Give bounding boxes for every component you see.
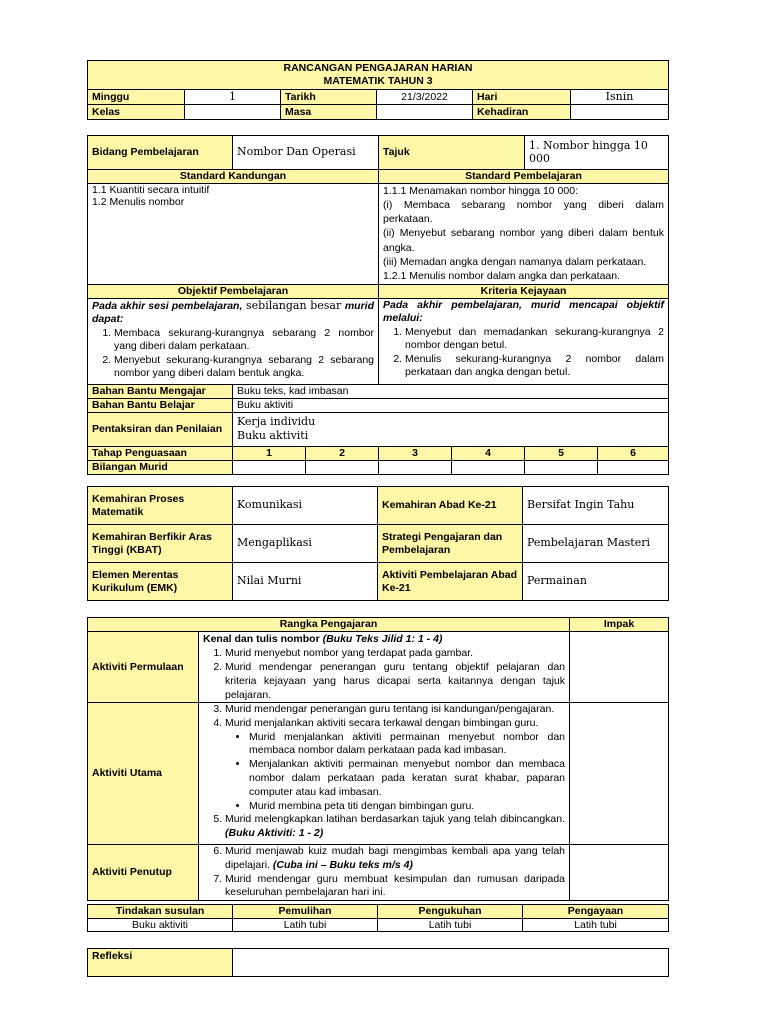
kriteria-item: 1. Menyebut dan memadankan sekurang-kurangnya 2 nombor dengan betul. bbox=[405, 326, 664, 353]
permulaan-label: Aktiviti Permulaan bbox=[88, 632, 199, 703]
kriteria-item: 2. Menulis sekurang-kurangnya 2 nombor dalam perkataan dan angka dengan betul. bbox=[405, 353, 664, 380]
strategi-label: Strategi Pengajaran dan Pembelajaran bbox=[378, 525, 523, 563]
kpm-label: Kemahiran Proses Matematik bbox=[88, 487, 233, 525]
tahap-label: Tahap Penguasaan bbox=[88, 446, 233, 460]
activity-bullet: • Menjalankan aktiviti permainan menyebut nombor dan membaca nombor dalam perkataan pada keratan surat khabar, paparan computer atau kad imbasan. bbox=[249, 758, 565, 799]
permulaan-title: Kenal dan tulis nombor (Buku Teks Jilid 1: 1 - 4) bbox=[203, 633, 443, 645]
bilangan-cell[interactable] bbox=[525, 460, 598, 474]
tarikh-value[interactable]: 21/3/2022 bbox=[377, 90, 473, 105]
susulan-header: Tindakan susulan bbox=[88, 905, 233, 919]
bilangan-cell[interactable] bbox=[598, 460, 669, 474]
refleksi-table bbox=[87, 948, 669, 977]
penutup-label: Aktiviti Penutup bbox=[88, 845, 199, 901]
kpm-value[interactable]: Komunikasi bbox=[233, 487, 378, 525]
bbm-label: Bahan Bantu Mengajar bbox=[88, 384, 233, 398]
sp-line: 1.1.1 Menamakan nombor hingga 10 000: bbox=[383, 184, 578, 197]
emk-value[interactable]: Nilai Murni bbox=[233, 563, 378, 601]
tajuk-value[interactable]: 1. Nombor hingga 10 000 bbox=[525, 136, 669, 170]
kbat-label: Kemahiran Berfikir Aras Tinggi (KBAT) bbox=[88, 525, 233, 563]
kehadiran-label: Kehadiran bbox=[473, 105, 571, 120]
kehadiran-value[interactable] bbox=[571, 105, 669, 120]
objektif-intro: Pada akhir sesi pembelajaran, sebilangan besar murid dapat: bbox=[92, 298, 375, 326]
bilangan-cell[interactable] bbox=[233, 460, 306, 474]
bilangan-cell[interactable] bbox=[379, 460, 452, 474]
sp-line: (ii) Menyebut sebarang nombor yang diberi dalam bentuk angka. bbox=[383, 227, 665, 254]
tahap-level: 1 bbox=[233, 446, 306, 460]
activity-bullet: • Murid menjalankan aktiviti permainan menyebut nombor dan membaca nombor dalam perkataan pada kad imbasan. bbox=[249, 731, 565, 759]
plan-title: RANCANGAN PENGAJARAN HARIAN MATEMATIK TAHUN 3 bbox=[88, 61, 669, 90]
minggu-value[interactable]: 1 bbox=[185, 90, 281, 105]
tajuk-label: Tajuk bbox=[379, 136, 525, 170]
pemulihan-value[interactable]: Latih tubi bbox=[233, 918, 378, 932]
tahap-level: 5 bbox=[525, 446, 598, 460]
activity-item: 5. Murid melengkapkan latihan berdasarkan tajuk yang telah dibincangkan. (Buku Aktiviti: 1 - 2) bbox=[225, 813, 565, 841]
pengayaan-value[interactable]: Latih tubi bbox=[523, 918, 669, 932]
bilangan-label: Bilangan Murid bbox=[88, 460, 233, 474]
masa-value[interactable] bbox=[377, 105, 473, 120]
activity-bullet: • Murid membina peta titi dengan bimbingan guru. bbox=[249, 800, 565, 814]
pengukuhan-header: Pengukuhan bbox=[378, 905, 523, 919]
sp-line: (iii) Memadan angka dengan namanya dalam perkataan. bbox=[383, 255, 647, 268]
sp-line: 1.2.1 Menulis nombor dalam angka dan perkataan. bbox=[383, 270, 620, 283]
bilangan-cell[interactable] bbox=[452, 460, 525, 474]
penutup-content[interactable] bbox=[199, 845, 570, 901]
utama-label: Aktiviti Utama bbox=[88, 703, 199, 845]
refleksi-label: Refleksi bbox=[88, 949, 233, 977]
pengayaan-header: Pengayaan bbox=[523, 905, 669, 919]
tahap-level: 3 bbox=[379, 446, 452, 460]
bidang-value[interactable]: Nombor Dan Operasi bbox=[233, 136, 379, 170]
pengukuhan-value[interactable]: Latih tubi bbox=[378, 918, 523, 932]
bbm-value[interactable]: Buku teks, kad imbasan bbox=[233, 384, 669, 398]
objektif-header: Objektif Pembelajaran bbox=[88, 284, 379, 298]
kelas-label: Kelas bbox=[88, 105, 185, 120]
activity-item: 7. Murid mendengar guru membuat kesimpulan dan rumusan daripada keseluruhan pembelajaran hari ini. bbox=[225, 873, 565, 901]
tahap-level: 6 bbox=[598, 446, 669, 460]
sk-content[interactable] bbox=[88, 183, 379, 284]
bbb-value[interactable]: Buku aktiviti bbox=[233, 398, 669, 412]
pentaksiran-label: Pentaksiran dan Penilaian bbox=[88, 412, 233, 446]
sp-header: Standard Pembelajaran bbox=[379, 170, 669, 184]
susulan-value[interactable]: Buku aktiviti bbox=[88, 918, 233, 932]
kriteria-header: Kriteria Kejayaan bbox=[379, 284, 669, 298]
utama-content[interactable] bbox=[199, 703, 570, 845]
permulaan-content[interactable] bbox=[199, 632, 570, 703]
hari-label: Hari bbox=[473, 90, 571, 105]
skills-table bbox=[87, 486, 669, 601]
pentaksiran-value[interactable]: Kerja individu Buku aktiviti bbox=[233, 412, 669, 446]
minggu-label: Minggu bbox=[88, 90, 185, 105]
aktiviti-abad-label: Aktiviti Pembelajaran Abad Ke-21 bbox=[378, 563, 523, 601]
lesson-table bbox=[87, 135, 669, 475]
rangka-header: Rangka Pengajaran bbox=[88, 618, 570, 632]
kbat-value[interactable]: Mengaplikasi bbox=[233, 525, 378, 563]
refleksi-value[interactable] bbox=[233, 949, 669, 977]
aktiviti-abad-value[interactable]: Permainan bbox=[523, 563, 669, 601]
abad-value[interactable]: Bersifat Ingin Tahu bbox=[523, 487, 669, 525]
kelas-value[interactable] bbox=[185, 105, 281, 120]
impak-cell[interactable] bbox=[570, 703, 669, 845]
activity-item: 6. Murid menjawab kuiz mudah bagi mengimbas kembali apa yang telah dipelajari. (Cuba ini – Buku teks m/s 4) bbox=[225, 845, 565, 873]
objektif-item: 1. Membaca sekurang-kurangnya sebarang 2 nombor yang diberi dalam perkataan. bbox=[114, 327, 374, 354]
bidang-label: Bidang Pembelajaran bbox=[88, 136, 233, 170]
kriteria-content[interactable] bbox=[379, 298, 669, 384]
activity-item: 2. Murid mendengar penerangan guru tentang objektif pelajaran dan kriteria kejayaan yang harus dicapai serta kaitannya dengan tajuk pelajaran. bbox=[225, 660, 565, 702]
abad-label: Kemahiran Abad Ke-21 bbox=[378, 487, 523, 525]
impak-cell[interactable] bbox=[570, 845, 669, 901]
emk-label: Elemen Merentas Kurikulum (EMK) bbox=[88, 563, 233, 601]
hari-value[interactable]: Isnin bbox=[571, 90, 669, 105]
pemulihan-header: Pemulihan bbox=[233, 905, 378, 919]
sk-header: Standard Kandungan bbox=[88, 170, 379, 184]
bbb-label: Bahan Bantu Belajar bbox=[88, 398, 233, 412]
bilangan-cell[interactable] bbox=[306, 460, 379, 474]
susulan-table bbox=[87, 904, 669, 932]
impak-header: Impak bbox=[570, 618, 669, 632]
sp-content[interactable] bbox=[379, 183, 669, 284]
header-table bbox=[87, 60, 669, 120]
impak-cell[interactable] bbox=[570, 632, 669, 703]
activity-item: 1. Murid menyebut nombor yang terdapat pada gambar. bbox=[225, 646, 565, 660]
masa-label: Masa bbox=[281, 105, 377, 120]
tahap-level: 4 bbox=[452, 446, 525, 460]
objektif-item: 2. Menyebut sekurang-kurangnya sebarang 2 sebarang nombor yang diberi dalam bentuk angka. bbox=[114, 354, 374, 381]
activity-item: 3. Murid mendengar penerangan guru tentang isi kandungan/pengajaran. bbox=[225, 703, 565, 717]
sk-item: 1.1 Kuantiti secara intuitif bbox=[92, 183, 210, 196]
tarikh-label: Tarikh bbox=[281, 90, 377, 105]
sk-item: 1.2 Menulis nombor bbox=[92, 196, 185, 208]
strategi-value[interactable]: Pembelajaran Masteri bbox=[523, 525, 669, 563]
sp-line: (i) Membaca sebarang nombor yang diberi dalam perkataan. bbox=[383, 198, 665, 226]
objektif-content[interactable] bbox=[88, 298, 379, 384]
rangka-table bbox=[87, 617, 669, 901]
activity-item: 4. Murid menjalankan aktiviti secara terkawal dengan bimbingan guru. bbox=[225, 717, 565, 731]
tahap-level: 2 bbox=[306, 446, 379, 460]
kriteria-intro: Pada akhir pembelajaran, murid mencapai objektif melalui: bbox=[383, 298, 665, 325]
